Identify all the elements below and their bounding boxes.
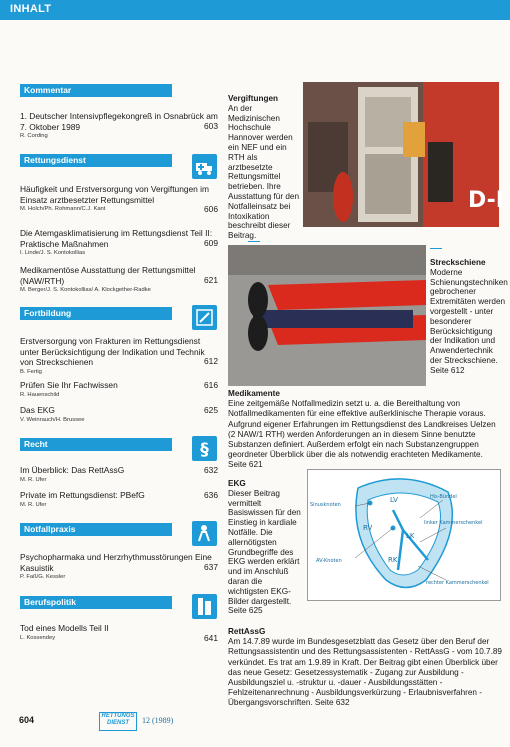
document-icon (192, 594, 217, 619)
issue-number: 12 (1989) (142, 716, 174, 725)
block-heading: Medikamente (228, 389, 280, 398)
entry-title: Psychopharmaka und Herzrhythmusstörungen Eine Kasuistik (20, 552, 212, 573)
entry-page: 606 (204, 204, 218, 214)
entry-page: 641 (204, 633, 218, 643)
svg-text:§: § (200, 440, 209, 460)
entry-title: Prüfen Sie Ihr Fachwissen (20, 380, 118, 390)
article-rettassg (228, 627, 502, 709)
heart-label-linker: linker Kammerschenkel (424, 520, 483, 526)
toc-entry[interactable] (20, 490, 218, 509)
arrow-indicator (248, 241, 260, 242)
article-medikamente (228, 389, 502, 471)
toc-entry[interactable] (20, 111, 218, 140)
entry-page: 636 (204, 490, 218, 500)
photo-ambulance (303, 82, 504, 227)
entry-author: R. Cording (20, 133, 48, 139)
toc-entry[interactable] (20, 228, 218, 257)
caption-streckschiene (430, 258, 506, 376)
page-number: 604 (19, 715, 35, 725)
heart-label-av: AV-Knoten (316, 558, 342, 564)
entry-author: M. Holch/Ph. Rohmann/C.J. Kant (20, 206, 106, 212)
entry-page: 616 (204, 380, 218, 390)
entry-author: P. Faß/G. Kessler (20, 574, 66, 580)
entry-page: 632 (204, 465, 218, 475)
toc-entry[interactable] (20, 184, 218, 213)
caption-ekg (228, 479, 304, 616)
section-kommentar: Kommentar (20, 84, 172, 97)
entry-page: 625 (204, 405, 218, 415)
page-header (0, 0, 510, 20)
header-title: INHALT (10, 3, 52, 15)
heart-label-his: His-Bündel (430, 494, 457, 500)
toc-entry[interactable] (20, 623, 218, 642)
entry-title: 1. Deutscher Intensivpflegekongreß in Osnabrück am 7. Oktober 1989 (20, 111, 218, 132)
entry-author: M. R. Ufer (20, 476, 47, 483)
caption-text: Moderne Schienungstechniken gebrochener Extremitäten werden vorgestellt - unter besonderer Berücksichtigung der Indikation und Anwendertechnik der Streckschiene. Seite 612 (430, 267, 508, 375)
entry-title: Häufigkeit und Erstversorgung von Vergiftungen im Einsatz arztbesetzter Rettungsmittel (20, 184, 210, 205)
entry-author: M. R. Ufer (20, 501, 47, 508)
photo-splint (228, 245, 426, 386)
section-notfallpraxis: Notfallpraxis (20, 523, 172, 536)
section-rettungsdienst: Rettungsdienst (20, 154, 172, 167)
entry-title: Das EKG (20, 405, 55, 415)
entry-title: Medikamentöse Ausstattung der Rettungsmittel (NAW/RTH) (20, 265, 196, 286)
entry-title: Im Überblick: Das RettAssG (20, 465, 125, 475)
section-fortbildung: Fortbildung (20, 307, 172, 320)
caption-heading: EKG (228, 479, 246, 488)
entry-author: B. Fertig (20, 368, 42, 375)
entry-author: M. Berger/J. S. Kontokollias/ A. Klockgether-Radke (20, 287, 151, 293)
heart-label-lk: LK (406, 532, 415, 540)
caption-text: Dieser Beitrag vermittelt Basiswissen für den Einstieg in kardiale Notfälle. Die allernötigsten Grundbegriffe des EKG werden erklärt und im Anschluß daran die wichtigsten EKG-Bilder dargestellt. Seite 625 (228, 488, 301, 616)
magazine-logo: RETTUNGS DIENST (99, 712, 137, 731)
heart-label-lv: LV (390, 496, 398, 504)
heart-label-rk: RK (388, 556, 398, 564)
toc-entry[interactable] (20, 380, 218, 399)
entry-author: L. Kossendey (20, 634, 56, 641)
caption-heading: Streckschiene (430, 258, 486, 267)
section-berufspolitik: Berufspolitik (20, 596, 172, 609)
entry-title: Die Atemgasklimatisierung im Rettungsdienst Teil II: Praktische Maßnahmen (20, 228, 213, 249)
heart-label-rechter: rechter Kammerschenkel (426, 580, 489, 586)
ambulance-icon (192, 154, 217, 179)
paragraph-icon (192, 436, 217, 461)
toc-entry[interactable] (20, 552, 218, 581)
entry-page: 609 (204, 238, 218, 248)
entry-page: 637 (204, 562, 218, 572)
entry-author: I. Linde/J. S. Kontokollias (20, 250, 86, 256)
entry-title: Private im Rettungsdienst: PBefG (20, 490, 145, 500)
entry-author: R. Hauenschild (20, 391, 60, 398)
block-text: Am 14.7.89 wurde im Bundesgesetzblatt das Gesetz über den Beruf der Rettungsassistentin und des Rettungsassistenten - RettAssG - vom 10.7.89 verkündet. Es trat am 1.9.89 in Kraft. Der Beitrag gibt einen Überblick über das neue Gesetz: Gesetzessystematik - Zugang zur Ausbildung - Ausbildungsziel u. -struktur u. -dauer - Ausbildungsstätten - Fehlzeitenanrechnung - Ausbildungsverkürzung - Erlaubnisverfahren - Übergangsvorschriften. Seite 632 (228, 637, 502, 708)
entry-page: 612 (204, 356, 218, 366)
entry-page: 621 (204, 275, 218, 285)
heart-diagram (307, 469, 501, 601)
block-heading: RettAssG (228, 627, 266, 636)
block-text: Eine zeitgemäße Notfallmedizin setzt u. a. die Bereithaltung von Notfallmedikamenten für eine effektive außerklinische Therapie voraus. Aufgrund eigener Erfahrungen im Rettungsdienst des Landkreises Uelzen (2 NAW/1 RTH) werden Anforderungen an in diesem Sinne benutzte Substanzen definiert. Außerdem erfolgt ein nach Substanzengruppen geordneter Überblick über die als notwendig erachteten Medikamente. Seite 621 (228, 399, 496, 470)
pen-icon (192, 305, 217, 330)
entry-title: Tod eines Modells Teil II (20, 623, 109, 633)
person-icon (192, 521, 217, 546)
toc-entry[interactable] (20, 336, 218, 376)
entry-title: Erstversorgung von Frakturen im Rettungsdienst unter Berücksichtigung der Indikation und Technik von Streckschienen (20, 336, 205, 367)
toc-entry[interactable] (20, 405, 218, 424)
heart-label-sinus: Sinusknoten (310, 502, 341, 508)
caption-text: An der Medizinischen Hochschule Hannover werden ein NEF und ein RTH als arztbesetzte Rettungsmittel betrieben. Ihre Ausstattung für den Notfalleinsatz bei Intoxikation beschreibt dieser Beitrag. (228, 103, 300, 241)
entry-author: V. Weinrauch/H. Brussee (20, 416, 85, 423)
section-recht: Recht (20, 438, 172, 451)
caption-heading: Vergiftungen (228, 94, 279, 103)
svg-text:D-I: D-I (468, 188, 504, 213)
toc-entry[interactable] (20, 465, 218, 484)
heart-label-rv: RV (363, 524, 373, 532)
arrow-indicator (430, 248, 442, 249)
toc-entry[interactable] (20, 265, 218, 294)
entry-page: 603 (204, 121, 218, 131)
caption-vergiftungen (228, 94, 300, 241)
